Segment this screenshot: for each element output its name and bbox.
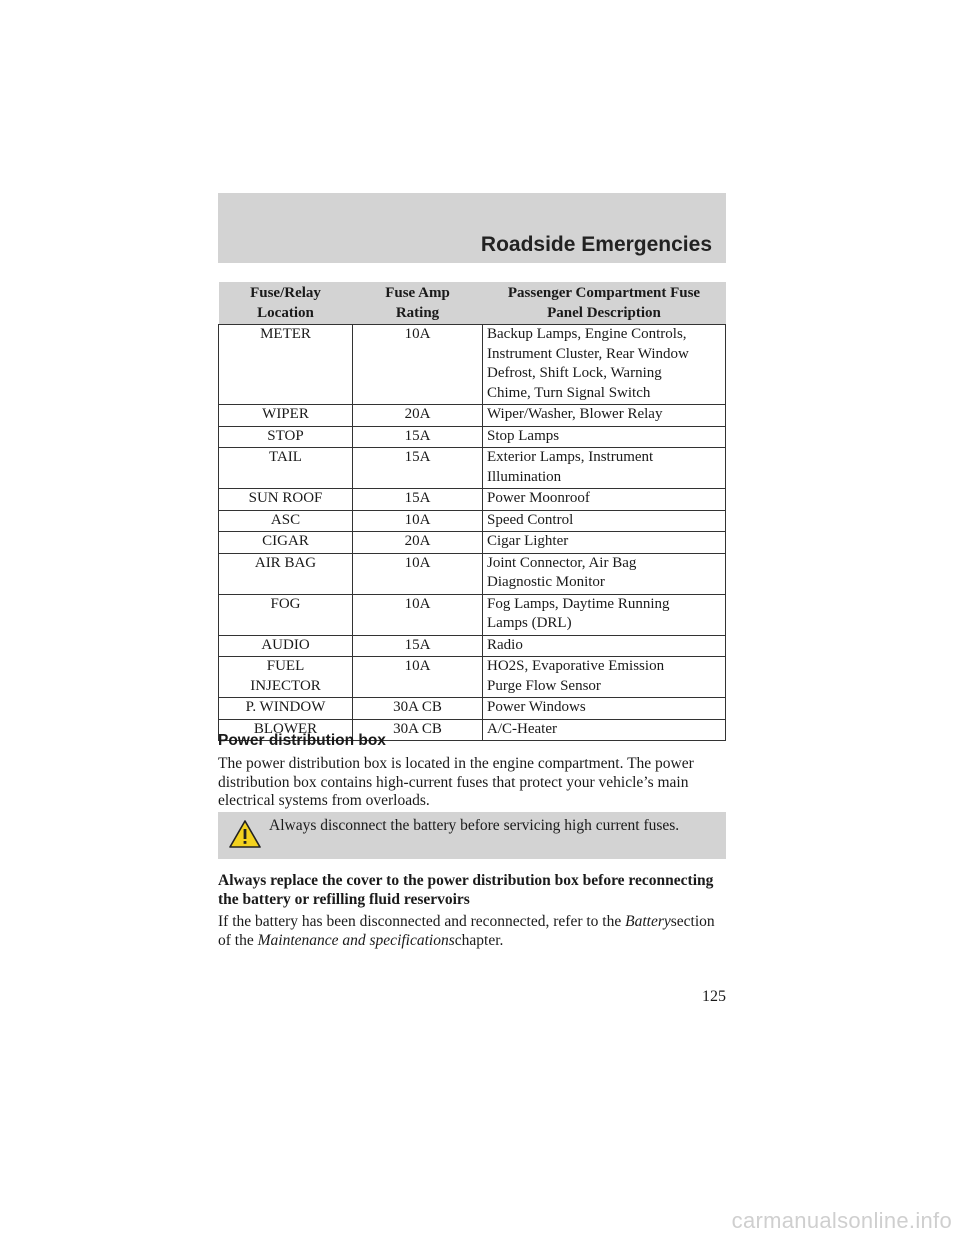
- warning-box: [218, 812, 726, 859]
- fuse-table: [218, 282, 726, 741]
- fuse-rating-cell: 30A CB: [353, 698, 483, 720]
- maintenance-chapter-reference: Maintenance and specifications: [257, 931, 455, 949]
- fuse-description-cell: Joint Connector, Air Bag Diagnostic Monitor: [483, 553, 726, 594]
- fuse-description-cell: A/C-Heater: [483, 719, 726, 741]
- fuse-description-cell: Radio: [483, 635, 726, 657]
- table-row: [219, 635, 726, 657]
- watermark: carmanualsonline.info: [731, 1208, 952, 1233]
- fuse-rating-cell: 20A: [353, 532, 483, 554]
- table-row: [219, 594, 726, 635]
- fuse-location-cell: BLOWER: [219, 719, 353, 741]
- fuse-location-cell: FUEL INJECTOR: [219, 657, 353, 698]
- fuse-rating-cell: 10A: [353, 594, 483, 635]
- table-row: [219, 698, 726, 720]
- table-row: [219, 405, 726, 427]
- fuse-table-body: [219, 325, 726, 741]
- cover-replacement-note: Always replace the cover to the power distribution box before reconnecting the battery or refilling fluid reservoirs: [218, 872, 714, 908]
- column-header-description: Passenger Compartment Fuse Panel Description: [483, 282, 726, 325]
- table-row: [219, 553, 726, 594]
- fuse-description-cell: Cigar Lighter: [483, 532, 726, 554]
- fuse-description-cell: Backup Lamps, Engine Controls, Instrument Cluster, Rear Window Defrost, Shift Lock, Warning Chime, Turn Signal Switch: [483, 325, 726, 405]
- fuse-rating-cell: 30A CB: [353, 719, 483, 741]
- fuse-rating-cell: 20A: [353, 405, 483, 427]
- fuse-location-cell: SUN ROOF: [219, 489, 353, 511]
- fuse-location-cell: ASC: [219, 510, 353, 532]
- fuse-location-cell: WIPER: [219, 405, 353, 427]
- fuse-location-cell: AUDIO: [219, 635, 353, 657]
- table-row: [219, 426, 726, 448]
- fuse-description-cell: Speed Control: [483, 510, 726, 532]
- fuse-rating-cell: 10A: [353, 325, 483, 405]
- column-header-location: Fuse/Relay Location: [219, 282, 353, 325]
- fuse-rating-cell: 15A: [353, 489, 483, 511]
- section-title: Roadside Emergencies: [480, 233, 712, 256]
- fuse-description-cell: Exterior Lamps, Instrument Illumination: [483, 448, 726, 489]
- fuse-location-cell: CIGAR: [219, 532, 353, 554]
- fuse-description-cell: Power Moonroof: [483, 489, 726, 511]
- fuse-rating-cell: 15A: [353, 635, 483, 657]
- warning-text: Always disconnect the battery before servicing high current fuses.: [269, 817, 680, 834]
- table-row: [219, 325, 726, 405]
- fuse-rating-cell: 15A: [353, 448, 483, 489]
- fuse-description-cell: HO2S, Evaporative Emission Purge Flow Sensor: [483, 657, 726, 698]
- power-distribution-heading: Power distribution box: [218, 732, 386, 749]
- battery-reference-paragraph: If the battery has been disconnected and reconnected, refer to the Batterysection of the Maintenance and specificationschapter.: [218, 913, 715, 949]
- fuse-rating-cell: 15A: [353, 426, 483, 448]
- fuse-location-cell: P. WINDOW: [219, 698, 353, 720]
- fuse-table-header-row: [219, 282, 726, 325]
- table-row: [219, 489, 726, 511]
- fuse-location-cell: TAIL: [219, 448, 353, 489]
- fuse-rating-cell: 10A: [353, 657, 483, 698]
- fuse-description-cell: Power Windows: [483, 698, 726, 720]
- fuse-location-cell: METER: [219, 325, 353, 405]
- table-row: [219, 532, 726, 554]
- fuse-location-cell: STOP: [219, 426, 353, 448]
- fuse-rating-cell: 10A: [353, 553, 483, 594]
- power-distribution-paragraph: The power distribution box is located in the engine compartment. The power distribution box contains high-current fuses that protect your vehicle’s main electrical systems from overloads.: [218, 755, 694, 809]
- page-number: 125: [702, 988, 726, 1005]
- section-header-band: [218, 193, 726, 263]
- table-row: [219, 448, 726, 489]
- table-row: [219, 657, 726, 698]
- column-header-rating: Fuse Amp Rating: [353, 282, 483, 325]
- fuse-description-cell: Fog Lamps, Daytime Running Lamps (DRL): [483, 594, 726, 635]
- warning-triangle-icon: [228, 819, 262, 849]
- fuse-location-cell: FOG: [219, 594, 353, 635]
- table-row: [219, 510, 726, 532]
- battery-reference: Battery: [625, 913, 671, 930]
- fuse-location-cell: AIR BAG: [219, 553, 353, 594]
- fuse-rating-cell: 10A: [353, 510, 483, 532]
- fuse-description-cell: Wiper/Washer, Blower Relay: [483, 405, 726, 427]
- fuse-description-cell: Stop Lamps: [483, 426, 726, 448]
